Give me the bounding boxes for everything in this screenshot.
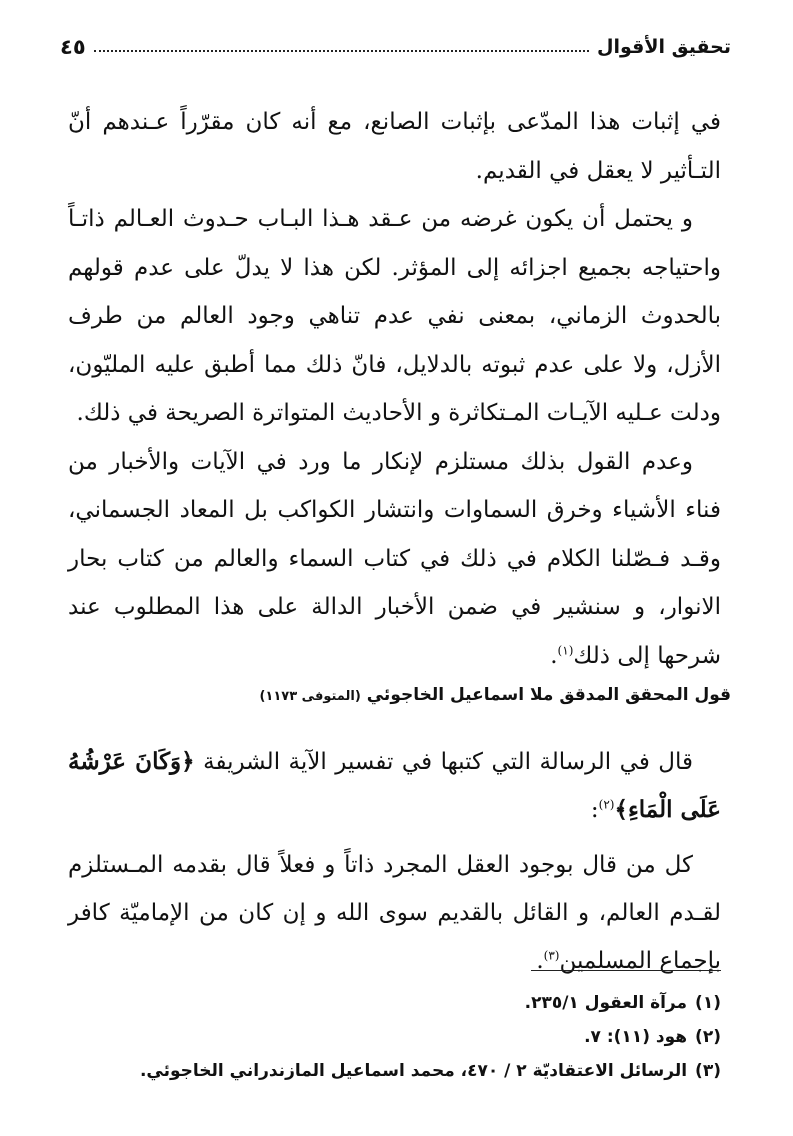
section-paragraph-2 — [68, 841, 721, 985]
section-paragraph-1-text: قال في الرسالة التي كتبها في تفسير الآية الشريفة — [203, 749, 693, 775]
section-text — [68, 738, 721, 992]
footnote-1 — [60, 986, 721, 1020]
section-paragraph-1-end: : — [590, 797, 599, 823]
footnote-separator — [531, 970, 721, 971]
section-paragraph-2-end: . — [536, 948, 544, 974]
footnote-2-text: هود (١١): ٧. — [584, 1027, 688, 1047]
quran-verse: ﴿وَكَانَ عَرْشُهُ عَلَى الْمَاءِ﴾ — [68, 748, 721, 823]
footnote-2-number: (٢) — [695, 1027, 721, 1047]
running-header — [60, 32, 731, 62]
section-paragraph-1 — [68, 738, 721, 834]
footnotes — [60, 986, 721, 1088]
header-dot-leader — [94, 50, 589, 52]
footnote-ref-1: (١) — [557, 642, 574, 657]
paragraph-3 — [68, 438, 721, 681]
footnote-3-text: الرسائل الاعتقاديّة ٢ / ٤٧٠، محمد اسماعيل المازندراني الخاجوئي. — [139, 1061, 688, 1081]
section-heading-title: قول المحقق المدقق ملا اسماعيل الخاجوئي — [366, 685, 731, 705]
section-heading — [60, 685, 731, 705]
header-title: تحقيق الأقوال — [596, 36, 731, 58]
section-paragraph-2-text: كل من قال بوجود العقل المجرد ذاتاً و فعلاً قال بقدمه المـستلزم لقـدم العالم، و القائل بالقديم سوى الله و إن كان من الإماميّة كافر بإجماع المسلمين — [68, 852, 721, 974]
footnote-2 — [60, 1020, 721, 1054]
footnote-ref-2: (٢) — [598, 797, 615, 812]
paragraph-2: و يحتمل أن يكون غرضه من عـقد هـذا البـاب حـدوث العـالم ذاتـاً واحتياجه بجميع اجزائه إلى المؤثر. لكن هذا لا يدلّ على عدم قولهم بالحدوث الزماني، بمعنى نفي عدم تناهي وجود العالم من طرف الأزل، ولا على عدم ثبوته بالدلايل، فانّ ذلك مما أطبق عليه المليّون، ودلت عـليه الآيـات المـتكاثرة و الأحاديث المتواترة الصريحة في ذلك. — [68, 206, 721, 426]
footnote-ref-3: (٣) — [543, 948, 560, 963]
page-number: ٤٥ — [60, 35, 86, 59]
main-text — [68, 98, 721, 680]
paragraph-3-end: . — [550, 642, 558, 669]
footnote-1-number: (١) — [695, 993, 721, 1013]
footnote-1-text: مرآة العقول ٢٣٥/١. — [524, 993, 688, 1013]
footnote-3 — [60, 1054, 721, 1088]
paragraph-1: في إثبات هذا المدّعى بإثبات الصانع، مع أنه كان مقرّراً عـندهم أنّ التـأثير لا يعقل في القديم. — [68, 109, 721, 184]
section-heading-subtitle: (المتوفى ١١٧٣) — [259, 689, 361, 704]
paragraph-3-text: وعدم القول بذلك مستلزم لإنكار ما ورد في الآيات والأخبار من فناء الأشياء وخرق السماوات وانتشار الكواكب بل المعاد الجسماني، وقـد فـصّلنا الكلام في ذلك في كتاب السماء والعالم من كتاب بحار الانوار، و سنشير في ضمن الأخبار الدالة على هذا المطلوب عند شرحها إلى ذلك — [68, 448, 721, 669]
footnote-3-number: (٣) — [695, 1061, 721, 1081]
